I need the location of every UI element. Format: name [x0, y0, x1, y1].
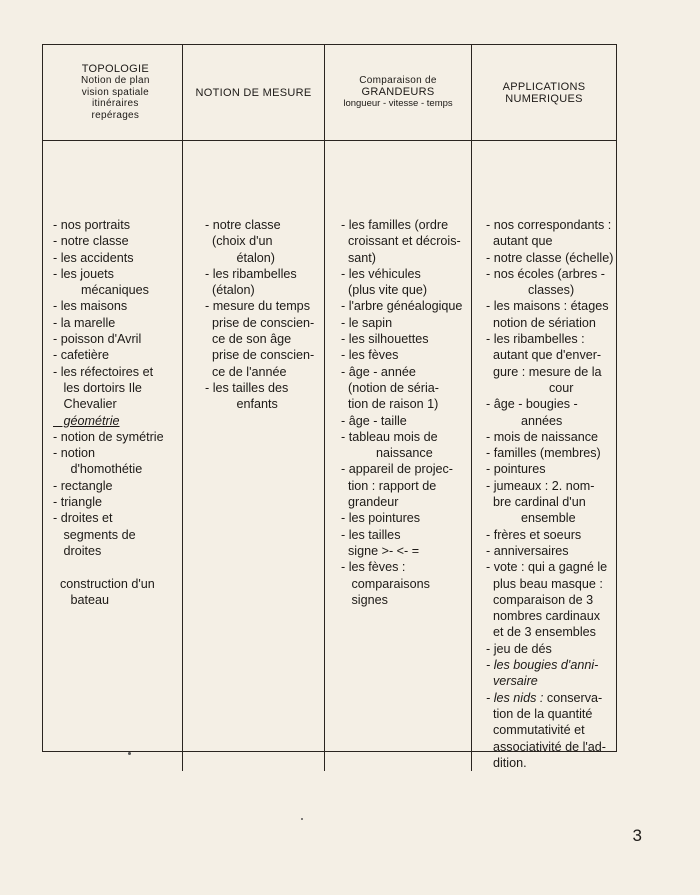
list-item: et de 3 ensembles [486, 625, 596, 640]
list-item: construction d'un [53, 576, 155, 591]
list-item: (choix d'un [205, 234, 273, 249]
list-item: croissant et décrois- [341, 234, 461, 249]
list-item: plus beau masque : [486, 576, 603, 591]
list-item: - les fèves : [341, 560, 406, 575]
list-item: nombres cardinaux [486, 609, 601, 624]
list-item: versaire [486, 674, 538, 689]
list-item: - mois de naissance [486, 429, 598, 444]
list-item: signes [341, 592, 388, 607]
list-item: - notre classe (échelle) [486, 250, 614, 265]
list-item: - nos portraits [53, 218, 130, 232]
list-item: - cafetière [53, 348, 109, 363]
column-applications [472, 141, 616, 771]
list-item: autant que [486, 234, 553, 249]
list-item: - appareil de projec- [341, 462, 454, 477]
page-number: 3 [632, 826, 642, 845]
list-item: - triangle [53, 495, 102, 510]
list-item: - jumeaux : 2. nom- [486, 478, 595, 493]
list-item: tion : rapport de [341, 478, 437, 493]
list-item: - pointures [486, 462, 546, 477]
list-item: (plus vite que) [341, 283, 428, 298]
list-item: (étalon) [205, 283, 255, 298]
print-speck [301, 818, 303, 820]
header-topologie-line-2: vision spatiale [81, 86, 149, 98]
list-item: étalon) [205, 250, 275, 265]
list-item: - âge - bougies - [486, 397, 578, 412]
list-item: - les silhouettes [341, 332, 429, 347]
header-applications-line-1: APPLICATIONS [502, 80, 586, 93]
list-item: bateau [53, 592, 110, 607]
list-item: - les ribambelles [205, 266, 297, 281]
list-item: tion de raison 1) [341, 397, 439, 412]
list-item: classes) [486, 283, 575, 298]
list-item: - notion de symétrie [53, 429, 164, 444]
list-item: Chevalier [53, 397, 117, 412]
list-item: - frères et soeurs [486, 527, 582, 542]
header-topologie-line-1: Notion de plan [81, 75, 150, 86]
list-item: - les réfectoires et [53, 364, 154, 379]
list-item: droites [53, 543, 102, 558]
list-item: - vote : qui a gagné le [486, 560, 608, 575]
list-item: - les maisons [53, 299, 128, 314]
print-speck [128, 752, 131, 755]
header-topologie [43, 45, 183, 141]
list-item: - les ribambelles : [486, 332, 585, 347]
list-item: - les tailles [341, 527, 401, 542]
list-item: - l'arbre généalogique [341, 299, 463, 314]
list-item: naissance [341, 446, 433, 461]
list-item: enfants [205, 397, 278, 412]
list-item: - les familles (ordre [341, 218, 449, 232]
list-item: - nos écoles (arbres - [486, 266, 605, 281]
list-item: - notion [53, 446, 96, 461]
list-item: - les véhicules [341, 266, 421, 281]
list-item: - les jouets [53, 266, 114, 281]
header-grandeurs-line-1: Comparaison de [359, 74, 437, 86]
header-topologie-line-4: repérages [91, 109, 140, 121]
list-item: années [486, 413, 563, 428]
list-item: géométrie [53, 413, 120, 428]
list-item: - poisson d'Avril [53, 332, 142, 347]
list-item: - les tailles des [205, 380, 289, 395]
header-mesure [183, 45, 325, 141]
list-item: prise de conscien- [205, 315, 315, 330]
list-item: ce de l'année [205, 364, 287, 379]
list-item: - les nids : conserva- [486, 690, 603, 705]
list-item: - âge - année [341, 364, 416, 379]
list-item: comparaison de 3 [486, 592, 594, 607]
list-item: (notion de séria- [341, 380, 440, 395]
mesure-list [205, 217, 324, 413]
header-topologie-line-3: itinéraires [92, 98, 139, 109]
list-item: - le sapin [341, 315, 393, 330]
list-item: autant que d'enver- [486, 348, 602, 363]
list-item: cour [486, 380, 574, 395]
list-item: signe >- <- = [341, 543, 420, 558]
content-table [42, 44, 617, 770]
list-item: - droites et [53, 511, 113, 526]
header-mesure-title: NOTION DE MESURE [195, 86, 312, 99]
list-item: - tableau mois de [341, 429, 438, 444]
column-mesure [183, 141, 325, 771]
list-item: mécaniques [53, 283, 149, 298]
column-grandeurs [325, 141, 472, 771]
list-item: - les maisons : étages [486, 299, 609, 314]
list-item: - âge - taille [341, 413, 407, 428]
grandeurs-list [341, 217, 471, 608]
list-item: prise de conscien- [205, 348, 315, 363]
list-item: notion de sériation [486, 315, 596, 330]
list-item: grandeur [341, 495, 399, 510]
list-item: tion de la quantité [486, 706, 593, 721]
list-item: - les accidents [53, 250, 134, 265]
list-item: associativité de l'ad- [486, 739, 607, 754]
header-applications-line-2: NUMERIQUES [505, 92, 583, 105]
list-item: - jeu de dés [486, 641, 552, 656]
list-item: - notre classe [53, 234, 129, 249]
list-item: - nos correspondants : [486, 218, 612, 232]
header-topologie-title: TOPOLOGIE [81, 63, 149, 75]
topologie-list [53, 217, 182, 608]
list-item [53, 559, 182, 575]
list-item: dition. [486, 755, 527, 770]
column-topologie [43, 141, 183, 771]
list-item: ensemble [486, 511, 576, 526]
list-item: - familles (membres) [486, 446, 601, 461]
list-item: segments de [53, 527, 136, 542]
list-item: - la marelle [53, 315, 116, 330]
list-item: - rectangle [53, 478, 113, 493]
list-item: comparaisons [341, 576, 430, 591]
list-item: - les fèves [341, 348, 399, 363]
header-grandeurs-line-2: GRANDEURS [361, 86, 435, 99]
list-item: ce de son âge [205, 332, 292, 347]
list-item: - notre classe [205, 218, 281, 232]
header-applications [472, 45, 616, 141]
list-item: les dortoirs Ile [53, 380, 142, 395]
applications-list [486, 217, 616, 771]
list-item: sant) [341, 250, 376, 265]
list-item: gure : mesure de la [486, 364, 602, 379]
header-grandeurs-small: longueur - vitesse - temps [343, 98, 453, 110]
list-item: commutativité et [486, 723, 585, 738]
header-grandeurs [325, 45, 472, 141]
list-item: - les bougies d'anni- [486, 658, 599, 673]
list-item: d'homothétie [53, 462, 143, 477]
list-item: - les pointures [341, 511, 421, 526]
list-item: bre cardinal d'un [486, 495, 586, 510]
list-item: - anniversaires [486, 543, 569, 558]
list-item: - mesure du temps [205, 299, 310, 314]
